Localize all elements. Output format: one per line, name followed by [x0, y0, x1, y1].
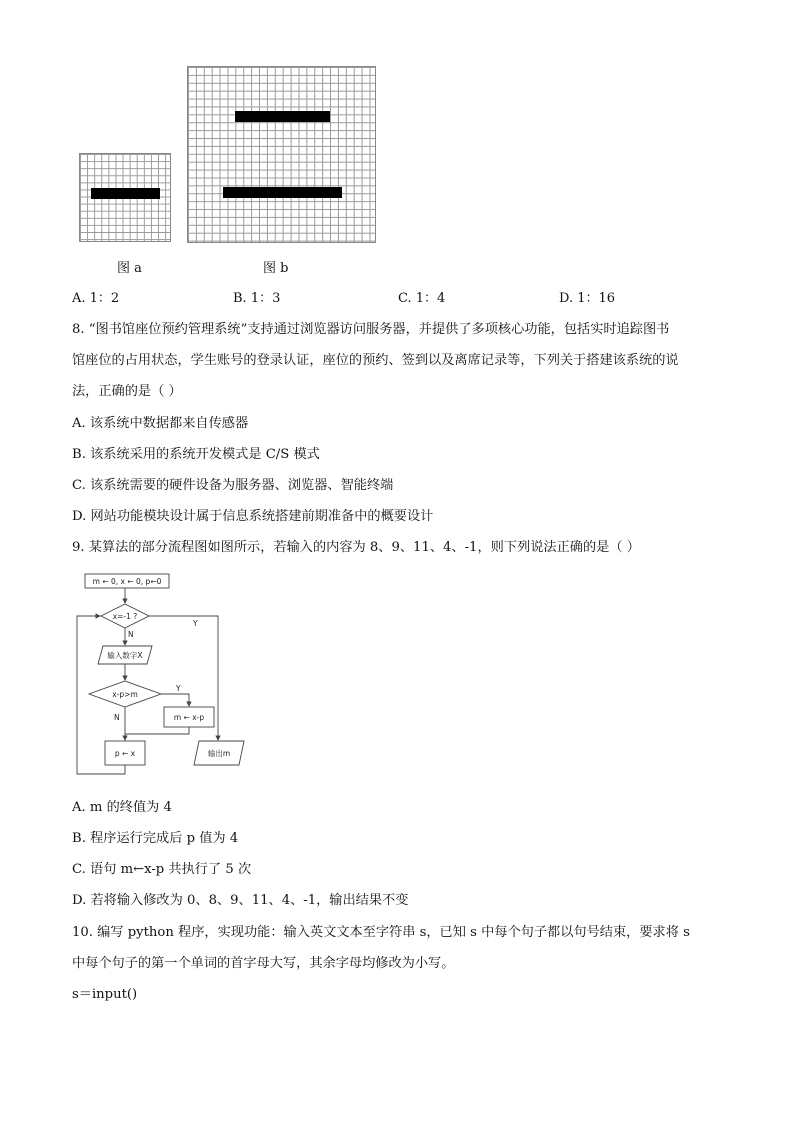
- flowchart-input-text: 输入数字X: [107, 651, 143, 660]
- q9-option-b[interactable]: B. 程序运行完成后 p 值为 4: [72, 831, 239, 846]
- flowchart-init-text: m ← 0, x ← 0, p←0: [92, 577, 162, 586]
- q8-option-c[interactable]: C. 该系统需要的硬件设备为服务器、浏览器、智能终端: [72, 478, 394, 493]
- figure-b-caption: 图 b: [263, 261, 289, 276]
- flowchart-assign-p-text: p ← x: [114, 749, 136, 758]
- flowchart-cond1-text: x=-1 ?: [112, 612, 138, 621]
- q7-choice-d[interactable]: D. 1：16: [559, 291, 616, 306]
- q9-stem: 9. 某算法的部分流程图如图所示，若输入的内容为 8、9、11、4、-1，则下列说法正确的是（ ）: [72, 540, 640, 555]
- flowchart-cond1-yes: Y: [193, 619, 198, 628]
- q8-stem-line1: 8. “图书馆座位预约管理系统”支持通过浏览器访问服务器，并提供了多项核心功能，包括实时追踪图书: [72, 322, 670, 337]
- q9-option-d[interactable]: D. 若将输入修改为 0、8、9、11、4、-1，输出结果不变: [72, 893, 409, 908]
- q10-stem-line1: 10. 编写 python 程序，实现功能：输入英文文本至字符串 s，已知 s 中每个句子都以句号结束，要求将 s: [72, 925, 690, 940]
- q9-option-a[interactable]: A. m 的终值为 4: [72, 800, 172, 815]
- q9-option-c[interactable]: C. 语句 m←x-p 共执行了 5 次: [72, 862, 252, 877]
- figure-b-bottom-bar: [223, 187, 342, 198]
- figure-a-grid: [79, 153, 171, 242]
- figure-b-grid: [187, 66, 376, 243]
- flowchart-cond2-yes: Y: [176, 684, 181, 693]
- flowchart-cond2-text: x-p>m: [112, 690, 138, 699]
- flowchart-output-text: 输出m: [207, 749, 231, 758]
- q8-option-b[interactable]: B. 该系统采用的系统开发模式是 C/S 模式: [72, 447, 320, 462]
- q10-code-line1: s＝input(): [72, 987, 138, 1002]
- figure-a-bar: [91, 188, 160, 199]
- q8-stem-line2: 馆座位的占用状态，学生账号的登录认证，座位的预约、签到以及离席记录等，下列关于搭建该系统的说: [72, 353, 679, 368]
- q7-choice-a[interactable]: A. 1：2: [72, 291, 120, 306]
- figure-a-caption: 图 a: [117, 261, 142, 276]
- q8-stem-line3: 法，正确的是（ ）: [72, 384, 182, 399]
- q9-flowchart: [72, 568, 252, 780]
- flowchart-assign-m-text: m ← x-p: [173, 713, 205, 722]
- q8-option-a[interactable]: A. 该系统中数据都来自传感器: [72, 416, 249, 431]
- flowchart-cond2-no: N: [114, 713, 120, 722]
- figure-b-top-bar: [235, 111, 330, 122]
- q8-option-d[interactable]: D. 网站功能模块设计属于信息系统搭建前期准备中的概要设计: [72, 509, 434, 524]
- flowchart-cond1-no: N: [128, 630, 134, 639]
- q7-choice-c[interactable]: C. 1：4: [398, 291, 446, 306]
- q7-choice-b[interactable]: B. 1：3: [233, 291, 281, 306]
- q10-stem-line2: 中每个句子的第一个单词的首字母大写，其余字母均修改为小写。: [72, 956, 455, 971]
